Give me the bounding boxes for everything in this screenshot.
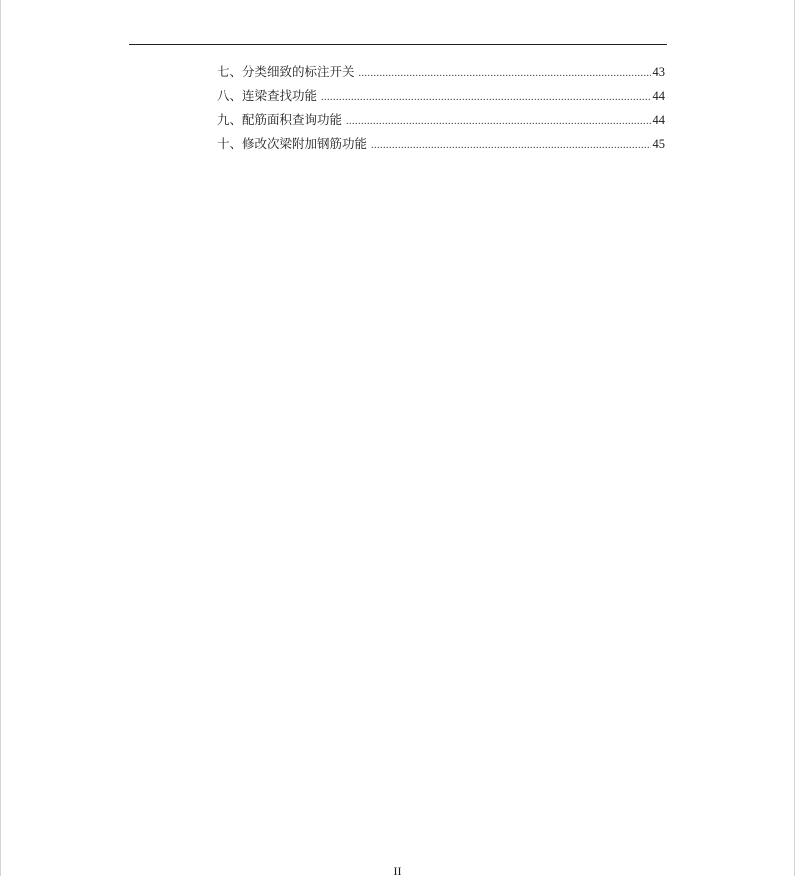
toc-entry[interactable]: [217, 108, 665, 132]
toc-entry-title: 分类细致的标注开关: [242, 64, 355, 79]
toc-entry-number: 八、: [217, 88, 243, 103]
toc-dot-leader: [371, 134, 650, 158]
toc-entry-title: 连梁查找功能: [242, 88, 318, 103]
toc-entry-number: 七、: [217, 64, 243, 79]
header-rule: [129, 44, 667, 45]
toc-dot-leader: [359, 62, 651, 86]
page-number: II: [393, 864, 402, 876]
toc-dot-leader: [346, 110, 650, 134]
toc-entry-title: 配筋面积查询功能: [242, 112, 343, 127]
toc-entry-page: 43: [652, 65, 665, 79]
toc-entry[interactable]: [217, 132, 665, 156]
toc-entry-page: 44: [652, 89, 665, 103]
toc-entry-number: 九、: [217, 112, 243, 127]
table-of-contents: [217, 60, 665, 156]
toc-entry-page: 44: [652, 113, 665, 127]
toc-entry-page: 45: [652, 137, 665, 151]
toc-dot-leader: [321, 86, 650, 110]
toc-entry-title: 修改次梁附加钢筋功能: [242, 136, 368, 151]
toc-entry[interactable]: [217, 60, 665, 84]
toc-entry-number: 十、: [217, 136, 243, 151]
toc-entry[interactable]: [217, 84, 665, 108]
